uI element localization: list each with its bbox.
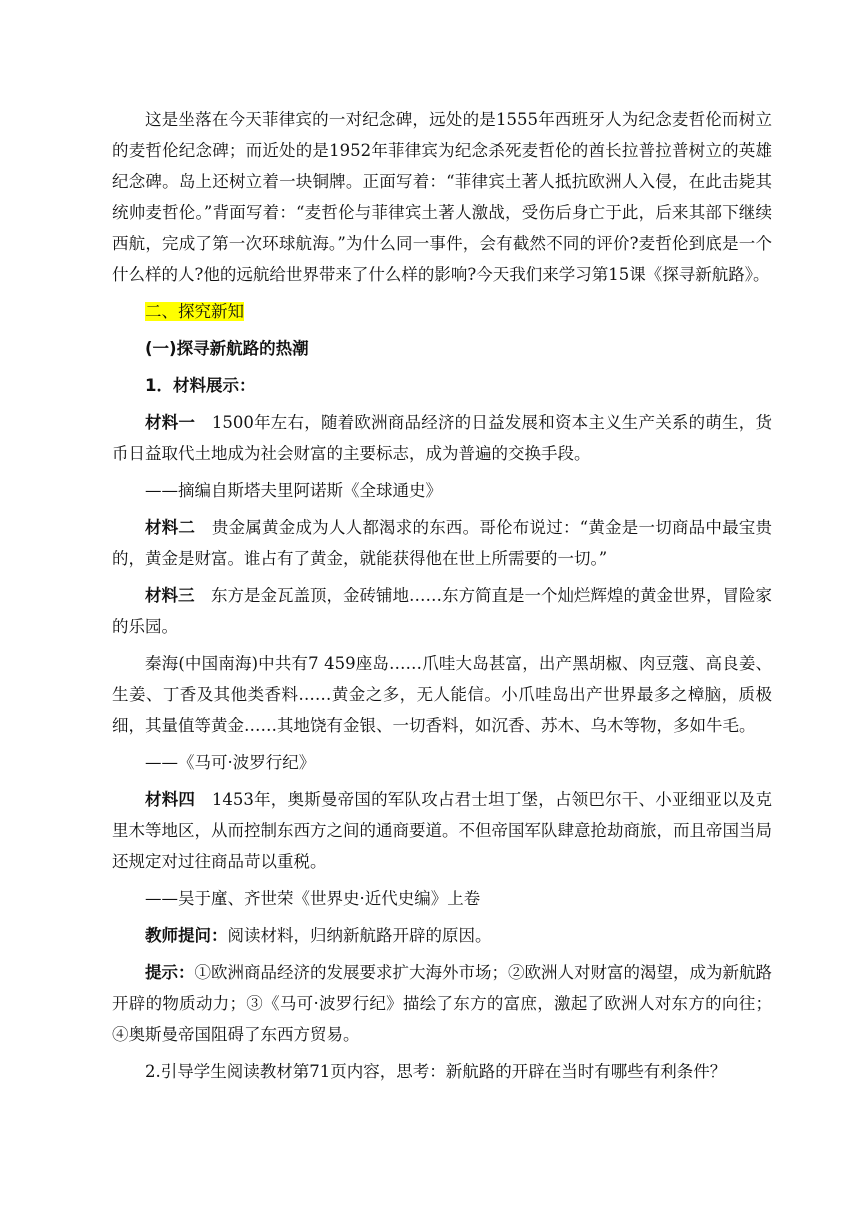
source-citation: ——摘编自斯塔夫里阿诺斯《全球通史》 (145, 481, 442, 500)
material-text: 1500年左右，随着欧洲商品经济的日益发展和资本主义生产关系的萌生，货币日益取代土地成为社会财富的主要标志，成为普遍的交换手段。 (112, 413, 773, 463)
item1-heading: 1．材料展示： (145, 376, 256, 395)
material-3-extra: 秦海(中国南海)中共有7 459座岛……爪哇大岛甚富，出产黑胡椒、肉豆蔻、高良姜、生姜、丁香及其他类香料……黄金之多，无人能信。小爪哇岛出产世界最多之樟脑，质极细，其量值等黄金……其地饶有金银、一切香料，如沉香、苏木、乌木等物，多如牛毛。 (112, 654, 772, 735)
material-label: 材料四 (145, 790, 196, 809)
material-1 (112, 407, 772, 469)
source-citation: ——吴于廑、齐世荣《世界史·近代史编》上卷 (145, 889, 481, 908)
material-4 (112, 784, 772, 877)
teacher-question (112, 920, 772, 951)
material-text: 东方是金瓦盖顶，金砖铺地……东方简直是一个灿烂辉煌的黄金世界，冒险家的乐园。 (112, 586, 772, 636)
material-text: 贵金属黄金成为人人都渴求的东西。哥伦布说过：“黄金是一切商品中最宝贵的，黄金是财富。谁占有了黄金，就能获得他在世上所需要的一切。” (112, 518, 773, 568)
section-heading-highlight: 二、探究新知 (145, 302, 244, 321)
material-label: 材料三 (145, 586, 195, 605)
section-heading (112, 296, 772, 327)
source-citation: ——《马可·波罗行纪》 (145, 753, 316, 772)
material-2 (112, 512, 772, 574)
material-text: 1453年，奥斯曼帝国的军队攻占君士坦丁堡，占领巴尔干、小亚细亚以及克里木等地区，从而控制东西方之间的通商要道。不但帝国军队肆意抢劫商旅，而且帝国当局还规定对过往商品苛以重税。 (112, 790, 773, 871)
material-label: 材料一 (145, 413, 196, 432)
hint-text: ①欧洲商品经济的发展要求扩大海外市场；②欧洲人对财富的渴望，成为新航路开辟的物质动力；③《马可·波罗行纪》描绘了东方的富庶，激起了欧洲人对东方的向往；④奥斯曼帝国阻碍了东西方贸易。 (112, 963, 772, 1044)
document-body (112, 104, 772, 1087)
question-text: 阅读材料，归纳新航路开辟的原因。 (227, 926, 492, 945)
intro-paragraph: 这是坐落在今天菲律宾的一对纪念碑，远处的是1555年西班牙人为纪念麦哲伦而树立的麦哲伦纪念碑；而近处的是1952年菲律宾为纪念杀死麦哲伦的酋长拉普拉普树立的英雄纪念碑。岛上还树立着一块铜牌。正面写着：“菲律宾土著人抵抗欧洲人入侵，在此击毙其统帅麦哲伦。”背面写着：“麦哲伦与菲律宾土著人激战，受伤后身亡于此，后来其部下继续西航，完成了第一次环球航海。”为什么同一事件，会有截然不同的评价?麦哲伦到底是一个什么样的人?他的远航给世界带来了什么样的影响?今天我们来学习第15课《探寻新航路》。 (112, 110, 772, 284)
question-label: 教师提问： (145, 926, 228, 945)
hint-paragraph (112, 957, 772, 1050)
hint-label: 提示： (145, 963, 195, 982)
item2-paragraph: 2.引导学生阅读教材第71页内容，思考：新航路的开辟在当时有哪些有利条件？ (145, 1062, 727, 1081)
material-3 (112, 580, 772, 642)
material-label: 材料二 (145, 518, 196, 537)
subsection-heading: (一)探寻新航路的热潮 (145, 339, 309, 358)
